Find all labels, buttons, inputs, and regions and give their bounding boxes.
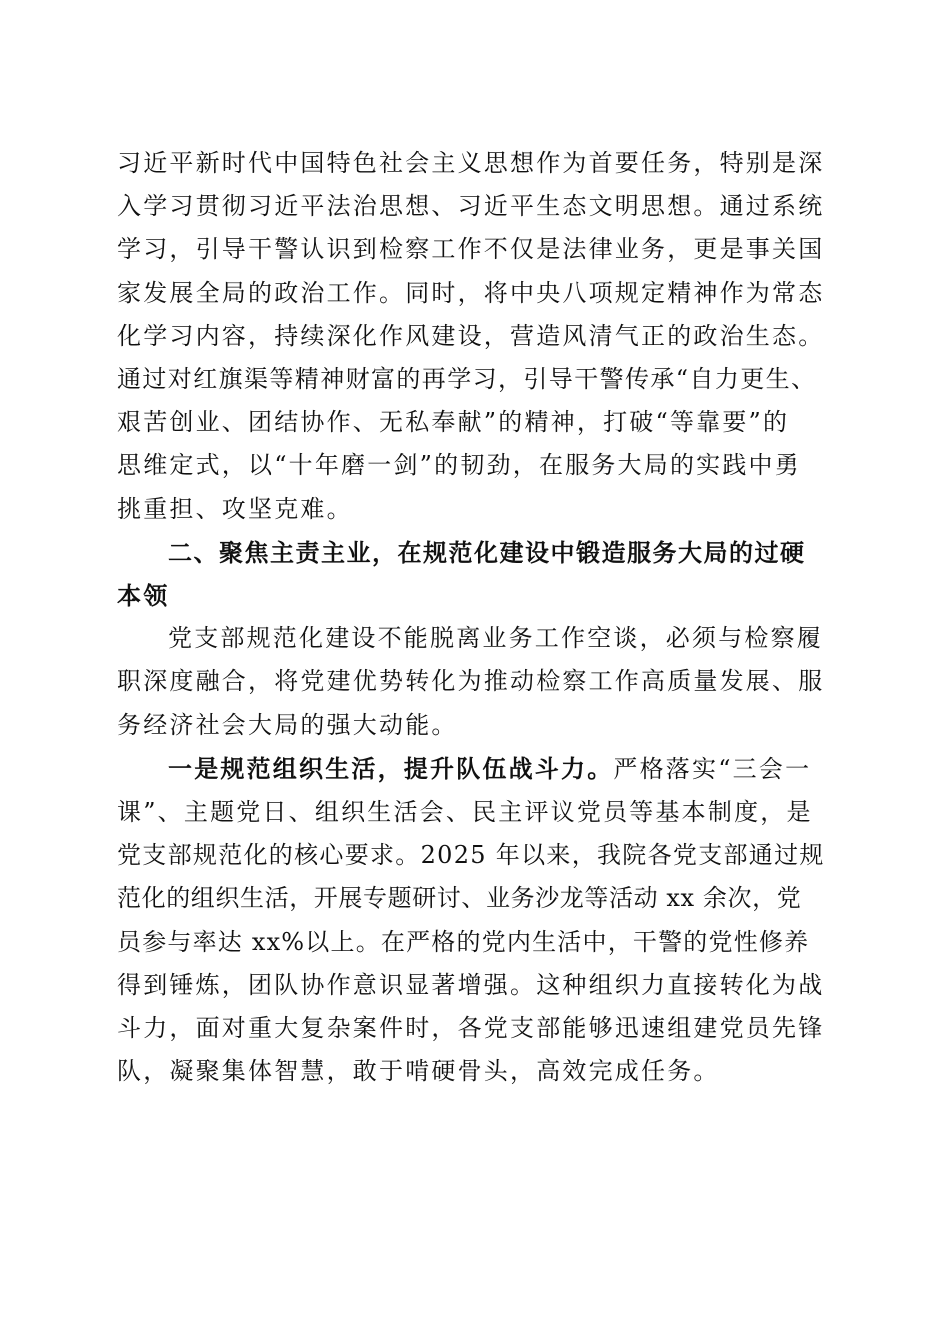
body-line: 思维定式，以“十年磨一剑”的韧劲，在服务大局的实践中勇: [117, 451, 801, 480]
section-heading: 二、聚焦主责主业，在规范化建设中锻造服务大局的过硬: [168, 537, 806, 567]
paragraph-lead: 一是规范组织生活，提升队伍战斗力。: [168, 753, 614, 783]
body-line: 得到锤炼，团队协作意识显著增强。这种组织力直接转化为战: [117, 970, 825, 999]
paragraph-lead-rest: 严格落实“三会一: [613, 754, 812, 783]
body-line: 队，凝聚集体智慧，敢于啃硬骨头，高效完成任务。: [117, 1057, 720, 1086]
body-line: 习近平新时代中国特色社会主义思想作为首要任务，特别是深: [117, 149, 825, 177]
body-line: 党支部规范化建设不能脱离业务工作空谈，必须与检察履: [168, 624, 823, 653]
body-line: 挑重担、攻坚克难。: [117, 494, 353, 523]
body-line: 务经济社会大局的强大动能。: [117, 710, 458, 739]
body-line: 职深度融合，将党建优势转化为推动检察工作高质量发展、服: [117, 667, 825, 696]
section-heading-continuation: 本领: [117, 581, 170, 611]
body-line: 学习，引导干警认识到检察工作不仅是法律业务，更是事关国: [117, 235, 825, 264]
body-line: 斗力，面对重大复杂案件时，各党支部能够迅速组建党员先锋: [117, 1014, 825, 1043]
body-line: 艰苦创业、团结协作、无私奉献”的精神，打破“等靠要”的: [117, 408, 790, 437]
body-line-with-lead: [117, 747, 847, 791]
body-line: 通过对红旗渠等精神财富的再学习，引导干警传承“自力更生、: [117, 365, 817, 394]
body-line: 家发展全局的政治工作。同时，将中央八项规定精神作为常态: [117, 278, 825, 307]
body-line: 化学习内容，持续深化作风建设，营造风清气正的政治生态。: [117, 321, 825, 350]
body-line: 入学习贯彻习近平法治思想、习近平生态文明思想。通过系统: [117, 192, 825, 221]
body-line: 员参与率达 xx%以上。在严格的党内生活中，干警的党性修养: [117, 927, 810, 956]
body-line: 课”、主题党日、组织生活会、民主评议党员等基本制度，是: [117, 798, 813, 827]
document-body: [117, 142, 847, 1093]
body-line: 范化的组织生活，开展专题研讨、业务沙龙等活动 xx 余次，党: [117, 884, 802, 913]
body-line: 党支部规范化的核心要求。2025 年以来，我院各党支部通过规: [117, 841, 825, 870]
